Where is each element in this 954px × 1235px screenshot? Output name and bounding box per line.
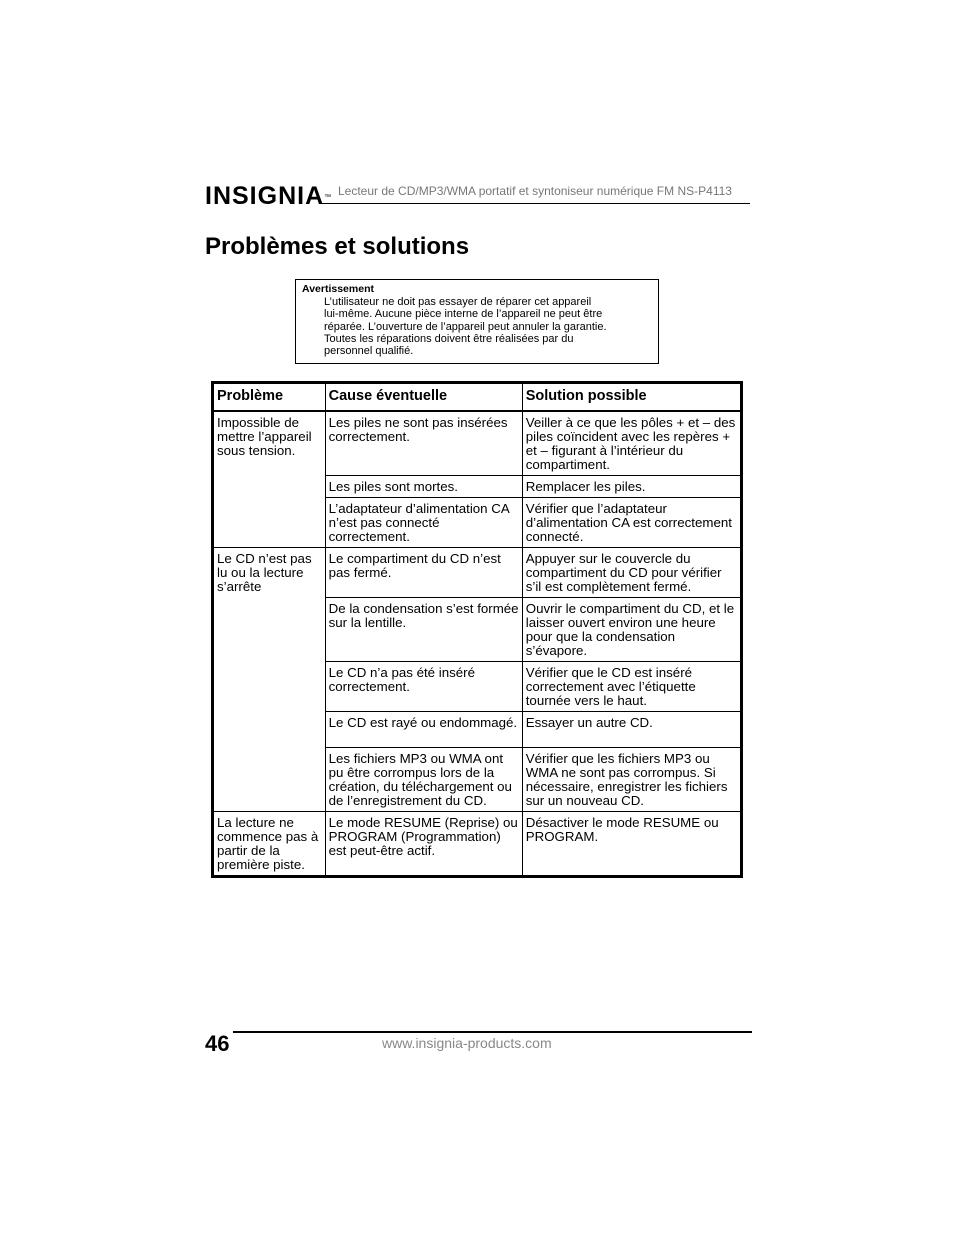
warning-line: réparée. L’ouverture de l’appareil peut annuler la garantie.	[324, 320, 607, 333]
table-row	[213, 548, 742, 598]
cause-cell: Le mode RESUME (Reprise) ou PROGRAM (Programmation) est peut-être actif.	[325, 812, 522, 877]
insignia-logo	[205, 182, 332, 210]
cause-cell: Le compartiment du CD n’est pas fermé.	[325, 548, 522, 598]
cause-cell: L’adaptateur d’alimentation CA n’est pas connecté correctement.	[325, 498, 522, 548]
cause-cell: Les piles ne sont pas insérées correctement.	[325, 411, 522, 476]
solution-cell: Vérifier que l’adaptateur d’alimentation CA est correctement connecté.	[522, 498, 741, 548]
solution-cell: Vérifier que le CD est inséré correctement avec l’étiquette tournée vers le haut.	[522, 662, 741, 712]
header-cause: Cause éventuelle	[325, 383, 522, 412]
cause-cell: Les fichiers MP3 ou WMA ont pu être corrompus lors de la création, du téléchargement ou de l’enregistrement du CD.	[325, 748, 522, 812]
cause-cell: Les piles sont mortes.	[325, 476, 522, 498]
table-row	[213, 812, 742, 877]
solution-cell: Essayer un autre CD.	[522, 712, 741, 748]
troubleshooting-table	[211, 381, 743, 878]
logo-text: INSIGNIA	[205, 182, 325, 210]
warning-text	[324, 296, 652, 357]
warning-line: L’utilisateur ne doit pas essayer de réparer cet appareil	[324, 296, 592, 308]
solution-cell: Remplacer les piles.	[522, 476, 741, 498]
table-row	[213, 411, 742, 476]
header-solution: Solution possible	[522, 383, 741, 412]
table-header-row	[213, 383, 742, 412]
warning-line: personnel qualifié.	[324, 345, 414, 358]
problem-cell: La lecture ne commence pas à partir de la première piste.	[213, 812, 326, 877]
cause-cell: Le CD est rayé ou endommagé.	[325, 712, 522, 748]
warning-line: lui-même. Aucune pièce interne de l’appareil ne peut être	[324, 308, 603, 321]
solution-cell: Ouvrir le compartiment du CD, et le laisser ouvert environ une heure pour que la condensation s’évapore.	[522, 598, 741, 662]
problem-cell: Le CD n’est pas lu ou la lecture s’arrête	[213, 548, 326, 812]
header-rule	[320, 203, 750, 204]
page-title: Problèmes et solutions	[205, 233, 470, 260]
solution-cell: Désactiver le mode RESUME ou PROGRAM.	[522, 812, 741, 877]
warning-title: Avertissement	[302, 283, 374, 295]
header-problem: Problème	[213, 383, 326, 412]
footer-rule	[233, 1031, 752, 1033]
header-title: Lecteur de CD/MP3/WMA portatif et syntoniseur numérique FM NS-P4113	[338, 184, 732, 198]
warning-box	[295, 279, 659, 364]
cause-cell: Le CD n’a pas été inséré correctement.	[325, 662, 522, 712]
warning-line: Toutes les réparations doivent être réalisées par du	[324, 332, 574, 345]
page-number: 46	[205, 1031, 230, 1056]
solution-cell: Vérifier que les fichiers MP3 ou WMA ne sont pas corrompus. Si nécessaire, enregistrer les fichiers sur un nouveau CD.	[522, 748, 741, 812]
cause-cell: De la condensation s’est formée sur la lentille.	[325, 598, 522, 662]
trademark-symbol: ™	[324, 194, 333, 201]
solution-cell: Veiller à ce que les pôles + et – des piles coïncident avec les repères + et – figurant à l’intérieur du compartiment.	[522, 411, 741, 476]
problem-cell: Impossible de mettre l’appareil sous tension.	[213, 411, 326, 548]
solution-cell: Appuyer sur le couvercle du compartiment du CD pour vérifier s’il est complètement fermé.	[522, 548, 741, 598]
footer-url: www.insignia-products.com	[382, 1035, 552, 1051]
